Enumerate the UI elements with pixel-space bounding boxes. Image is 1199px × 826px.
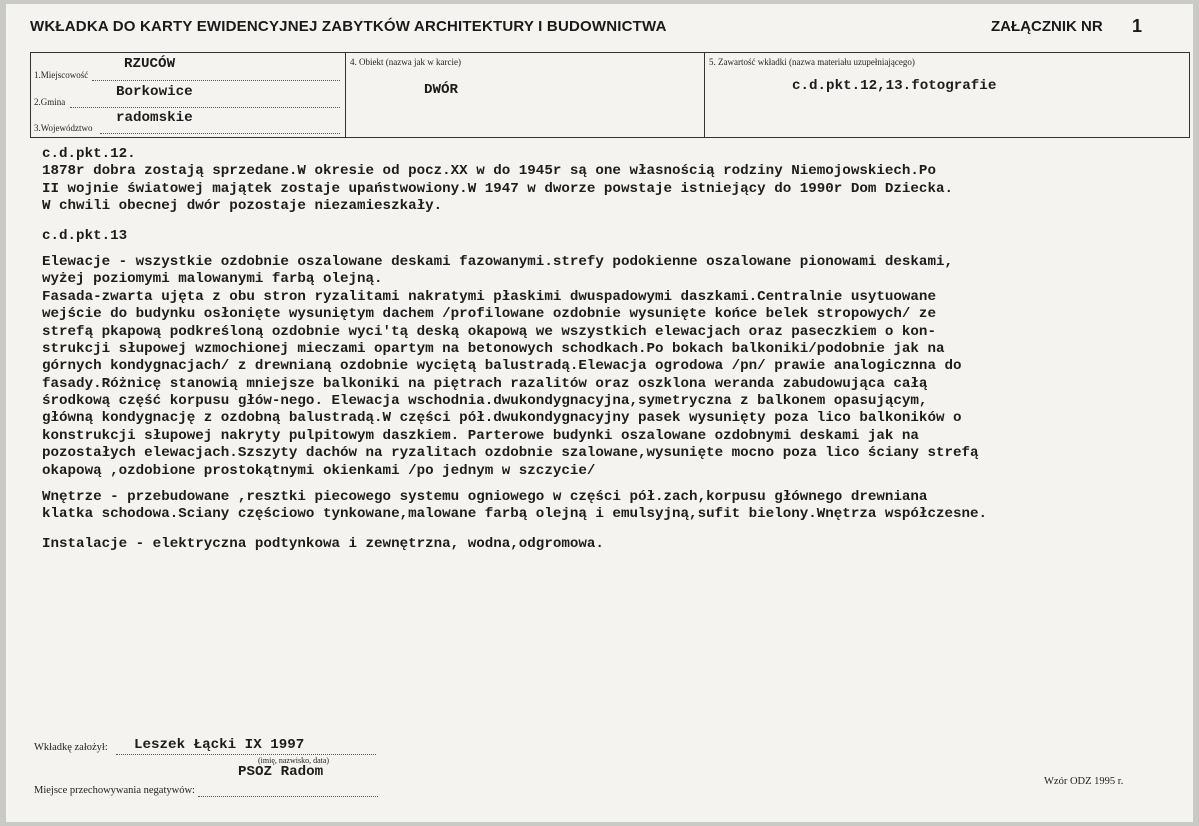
fields-grid [30,52,1190,138]
form-sheet [6,4,1193,822]
body-line: wyżej poziomymi malowanymi farbą olejną. [42,271,383,288]
body-line: Fasada-zwarta ujęta z obu stron ryzalitami nakratymi płaskimi dwuspadowymi daszkami.Centralnie usytuowane [42,288,936,305]
body-line: c.d.pkt.12. [42,146,136,162]
grid-divider-1 [345,52,346,137]
body-line: II wojnie światowej majątek zostaje upaństwowiony.W 1947 w dworze powstaje istniejący do 1990r Dom Dziecka. [42,180,953,197]
body-line: wejście do budynku osłonięte wysuniętym dachem /profilowane ozdobnie wysunięte końce belek stropowych/ ze [42,306,936,323]
grid-divider-2 [704,52,705,137]
body-line: strefą pkapową podkreśloną ozdobnie wyci'tą deską okapową we wszystkich elewacjach oraz paseczkiem o kon- [42,323,936,340]
storage-label: Miejsce przechowywania negatywów: [34,785,195,796]
zawartosc-label: 5. Zawartość wkładki (nazwa materiału uzupełniającego) [709,57,915,67]
wojewodztwo-line [100,133,340,134]
document-body [42,146,1192,553]
body-line: Instalacje - elektryczna podtynkowa i zewnętrzna, wodna,odgromowa. [42,535,604,552]
founder-label: Wkładkę założył: [34,742,108,753]
form-title: WKŁADKA DO KARTY EWIDENCYJNEJ ZABYTKÓW ARCHITEKTURY I BUDOWNICTWA [30,18,667,35]
body-line: Wnętrze - przebudowane ,resztki piecowego systemu ogniowego w części pół.zach,korpusu głównego drewniana [42,489,928,506]
zawartosc-value: c.d.pkt.12,13.fotografie [792,78,997,94]
attachment-label: ZAŁĄCZNIK NR [991,18,1103,35]
body-line: okapową ,ozdobione prostokątnymi okienkami /po jednym w szczycie/ [42,462,596,479]
body-line: pozostałych elewacjach.Szszyty dachów na ryzalitach ozdobnie szalowane,wysunięte mocno poza lico ściany strefą [42,445,979,462]
storage-line [198,796,378,797]
body-line: fasady.Różnicę stanowią mniejsze balkoniki na piętrach razalitów oraz oszklona weranda zabudowująca całą [42,375,928,392]
body-line: 1878r dobra zostają sprzedane.W okresie od pocz.XX w do 1945r są one własnością rodziny Niemojowskiech.Po [42,163,936,180]
obiekt-value: DWÓR [424,82,459,98]
storage-value: PSOZ Radom [238,764,324,780]
founder-line [116,754,376,755]
body-line: górnych kondygnacjach/ z drewnianą ozdobnie wyciętą balustradą.Elewacja ogrodowa /pn/ prawie analogicznna do [42,358,962,375]
gmina-value: Borkowice [116,84,193,100]
body-line: środkową część korpusu głów-nego. Elewacja wschodnia.dwukondygnacyjna,symetryczna z balkonem opasującym, [42,393,928,410]
body-line: c.d.pkt.13 [42,227,128,244]
founder-hint: (imię, nazwisko, data) [258,756,330,765]
miejscowosc-value: RZUCÓW [124,56,176,72]
body-line: klatka schodowa.Sciany częściowo tynkowane,malowane farbą olejną i emulsyjną,sufit bielony.Wnętrza współczesne. [42,506,988,523]
gmina-line [70,107,340,108]
wojewodztwo-label: 3.Województwo [34,123,93,133]
template-note: Wzór ODZ 1995 r. [1044,776,1124,787]
attachment-number: 1 [1132,16,1143,36]
founder-value: Leszek Łącki IX 1997 [134,737,305,753]
body-line: konstrukcji słupowej nakryty pulpitowym daszkiem. Parterowe budynki oszalowane ozdobnymi deskami jak na [42,427,919,444]
miejscowosc-label: 1.Miejscowość [34,70,89,80]
body-line: strukcji słupowej wzmochionej mieczami opartym na betonowych schodkach.Po bokach balkoniki/podobnie jak na [42,340,945,357]
miejscowosc-line [92,80,340,81]
body-line: główną kondygnację z ozdobną balustradą.W części pół.dwukondygnacyjny pasek wysunięty poza lico balkoników o [42,410,962,427]
body-line: Elewacje - wszystkie ozdobnie oszalowane deskami fazowanymi.strefy podokienne oszalowane pionowami deskami, [42,253,953,270]
obiekt-label: 4. Obiekt (nazwa jak w karcie) [350,57,461,67]
wojewodztwo-value: radomskie [116,110,193,126]
body-line: W chwili obecnej dwór pozostaje niezamieszkały. [42,198,443,215]
gmina-label: 2.Gmina [34,97,66,107]
